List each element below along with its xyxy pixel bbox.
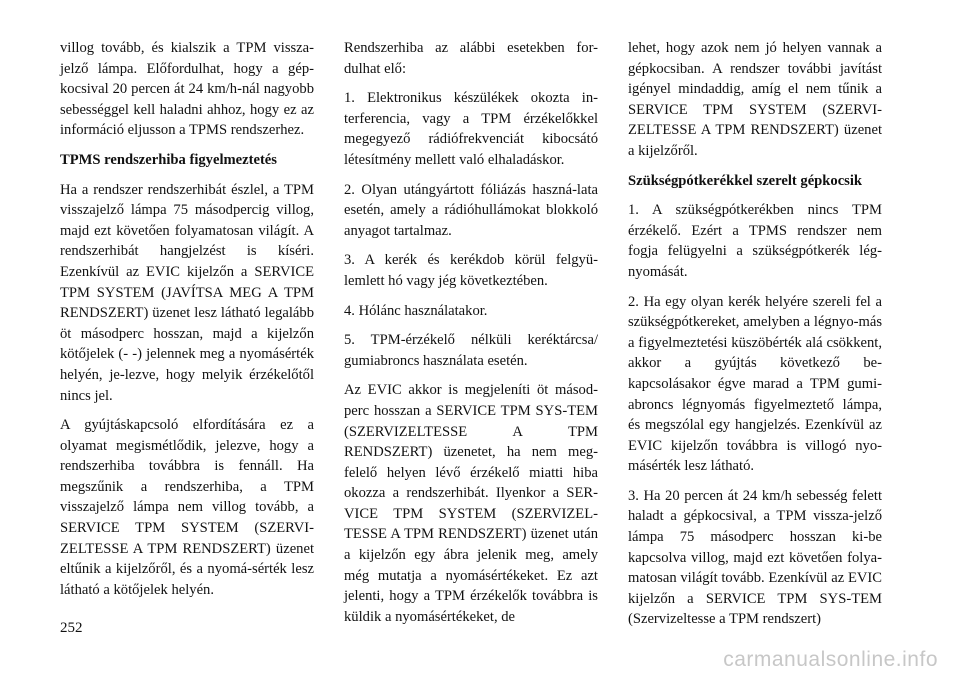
list-item: 1. A szükségpótkerékben nincs TPM érzékelő. Ezért a TPMS rendszer nem fogja felügyelni a szükségpótkerék lég-nyomását. (628, 202, 882, 280)
column-right (628, 38, 882, 639)
page-number: 252 (60, 620, 83, 636)
paragraph: A gyújtáskapcsoló elfordítására ez a olyamat megismétlődik, jelezve, hogy a rendszerhiba továbbra is fennáll. Ha megszűnik a rendszerhiba, a TPM visszajelző lámpa nem villog tovább, a SERVICE TPM SYSTEM (SZERVI-ZELTESSE A TPM RENDSZERT) üzenet eltűnik a kijelzőről, és a nyomá-sérték lesz látható a kötőjelek helyén. (60, 417, 314, 598)
list-item: 4. Hólánc használatakor. (344, 302, 488, 319)
list-item: 3. A kerék és kerékdob körül felgyü-lemlett hó vagy jég következtében. (344, 252, 598, 289)
list-item: 5. TPM-érzékelő nélküli keréktárcsa/ gumiabroncs használata esetén. (344, 332, 598, 369)
paragraph: Az EVIC akkor is megjeleníti öt másod-perc hosszan a SERVICE TPM SYS-TEM (SZERVIZELTESSE A TPM RENDSZERT) üzenetet, ha nem meg-felelő helyen lévő érzékelő miatti hiba okozza a rendszerhibát. Ilyenkor a SER-VICE TPM SYSTEM (SZERVIZEL-TESSE A TPM RENDSZERT) üzenet után a kijelzőn egy ábra jelenik meg, amely még mutatja a nyomásértékeket. Ez azt jelenti, hogy a TPM érzékelők továbbra is küldik a nyomásértékeket, de (344, 382, 598, 625)
list-item: 3. Ha 20 percen át 24 km/h sebesség felett haladt a gépkocsival, a TPM vissza-jelző lámpa 75 másodperc hosszan ki-be kapcsolva villog, majd ezt követően folya-matosan világít tovább. Ezenkívül az EVIC kijelzőn a SERVICE TPM SYS-TEM (Szervizeltesse a TPM rendszert) (628, 487, 882, 628)
list-item: 2. Olyan utángyártott fóliázás haszná-lata esetén, amely a rádióhullámokat blokkoló anyagot tartalmaz. (344, 181, 598, 239)
paragraph: villog tovább, és kialszik a TPM vissza-jelző lámpa. Előfordulhat, hogy a gép-kocsival 20 percen át 24 km/h-nál nagyobb sebességgel kell haladni ahhoz, hogy ez az információ eljusson a TPMS rendszerhez. (60, 40, 314, 139)
section-heading-spare-tire: Szükségpótkerékkel szerelt gépkocsik (628, 172, 863, 189)
watermark: carmanualsonline.info (723, 648, 938, 671)
list-item: 2. Ha egy olyan kerék helyére szereli fel a szükségpótkereket, amelyben a légnyo-más a figyelmeztetési küszöbérték alá csökkent, akkor a gyújtás következő be-kapcsolásakor égve marad a TPM gumi-abroncs légnyomás figyelmeztető lámpa, és megszólal egy hangjelzés. Ezenkívül az EVIC kijelzőn továbbra is villogó nyo-másérték lesz látható. (628, 293, 882, 475)
list-item: 1. Elektronikus készülékek okozta in-terferencia, vagy a TPM érzékelőkkel megegyező rádiófrekvenciát kibocsátó létesítmény mellett való elhaladáskor. (344, 90, 598, 168)
column-middle (344, 38, 598, 636)
column-left (60, 38, 314, 609)
paragraph: Rendszerhiba az alábbi esetekben for-dulhat elő: (344, 40, 598, 77)
paragraph: lehet, hogy azok nem jó helyen vannak a gépkocsiban. A rendszer további javítást igényel mindaddig, amíg el nem tűnik a SERVICE TPM SYSTEM (SZERVI-ZELTESSE A TPM RENDSZERT) üzenet a kijelzőről. (628, 40, 882, 159)
section-heading-tpms-fault-warning: TPMS rendszerhiba figyelmeztetés (60, 151, 277, 168)
paragraph: Ha a rendszer rendszerhibát észlel, a TPM visszajelző lámpa 75 másodpercig villog, majd ezt követően folyamatosan világít. A rendszerhibát hangjelzést is kíséri. Ezenkívül az EVIC kijelzőn a SERVICE TPM SYSTEM (JAVÍTSA MEG A TPM RENDSZERT) üzenet lesz látható legalább öt másodperc hosszan, majd a kijelzőn kötőjelek (- -) jelennek meg a nyomásérték helyén, je-lezve, hogy melyik érzékelőtől nincs jel. (60, 181, 314, 404)
